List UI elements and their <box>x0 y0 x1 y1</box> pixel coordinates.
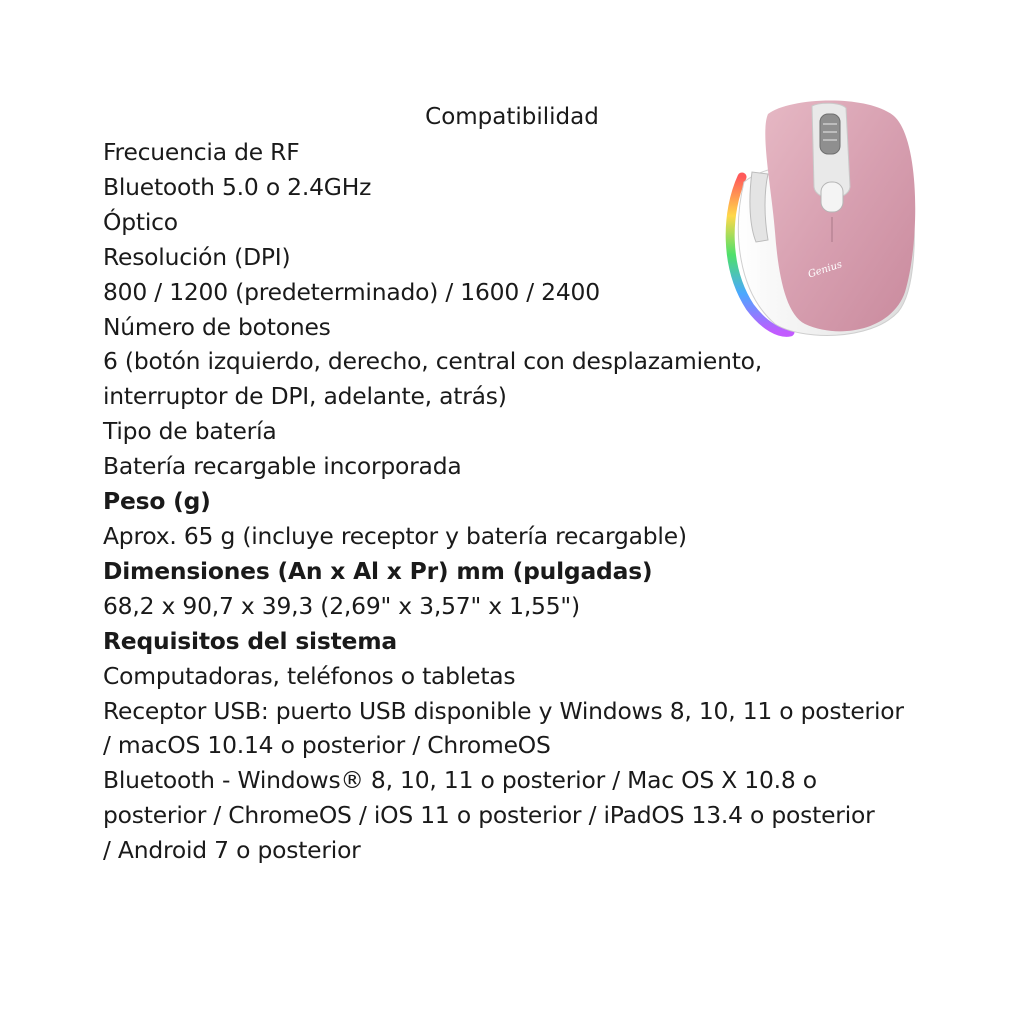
spec-line: 800 / 1200 (predeterminado) / 1600 / 2400 <box>103 277 600 306</box>
spec-heading: Requisitos del sistema <box>103 626 397 655</box>
mouse-product-image <box>720 92 920 342</box>
spec-line: Bluetooth 5.0 o 2.4GHz <box>103 172 372 201</box>
spec-line: Batería recargable incorporada <box>103 452 462 481</box>
side-buttons <box>750 172 768 242</box>
page-title: Compatibilidad <box>425 104 599 130</box>
spec-line: 68,2 x 90,7 x 39,3 (2,69" x 3,57" x 1,55") <box>103 591 580 620</box>
spec-line: Bluetooth - Windows® 8, 10, 11 o posterior / Mac OS X 10.8 o <box>103 766 817 795</box>
dpi-button <box>821 182 843 212</box>
spec-line: Óptico <box>103 207 178 236</box>
spec-line: Frecuencia de RF <box>103 138 300 166</box>
spec-line: Computadoras, teléfonos o tabletas <box>103 661 516 690</box>
spec-line: Tipo de batería <box>103 417 277 446</box>
spec-line: / macOS 10.14 o posterior / ChromeOS <box>103 731 551 760</box>
spec-line: posterior / ChromeOS / iOS 11 o posterior / iPadOS 13.4 o posterior <box>103 801 875 830</box>
spec-line: Número de botones <box>103 312 331 341</box>
spec-heading: Peso (g) <box>103 487 211 516</box>
spec-line: / Android 7 o posterior <box>103 836 361 865</box>
spec-line: Receptor USB: puerto USB disponible y Windows 8, 10, 11 o posterior <box>103 696 904 725</box>
brand-logo: Genius <box>806 259 844 281</box>
spec-line: Resolución (DPI) <box>103 242 291 271</box>
spec-line: interruptor de DPI, adelante, atrás) <box>103 382 507 411</box>
spec-heading: Dimensiones (An x Al x Pr) mm (pulgadas) <box>103 556 653 585</box>
scroll-wheel <box>820 114 840 154</box>
spec-line: Aprox. 65 g (incluye receptor y batería recargable) <box>103 521 687 550</box>
spec-line: 6 (botón izquierdo, derecho, central con desplazamiento, <box>103 347 763 376</box>
